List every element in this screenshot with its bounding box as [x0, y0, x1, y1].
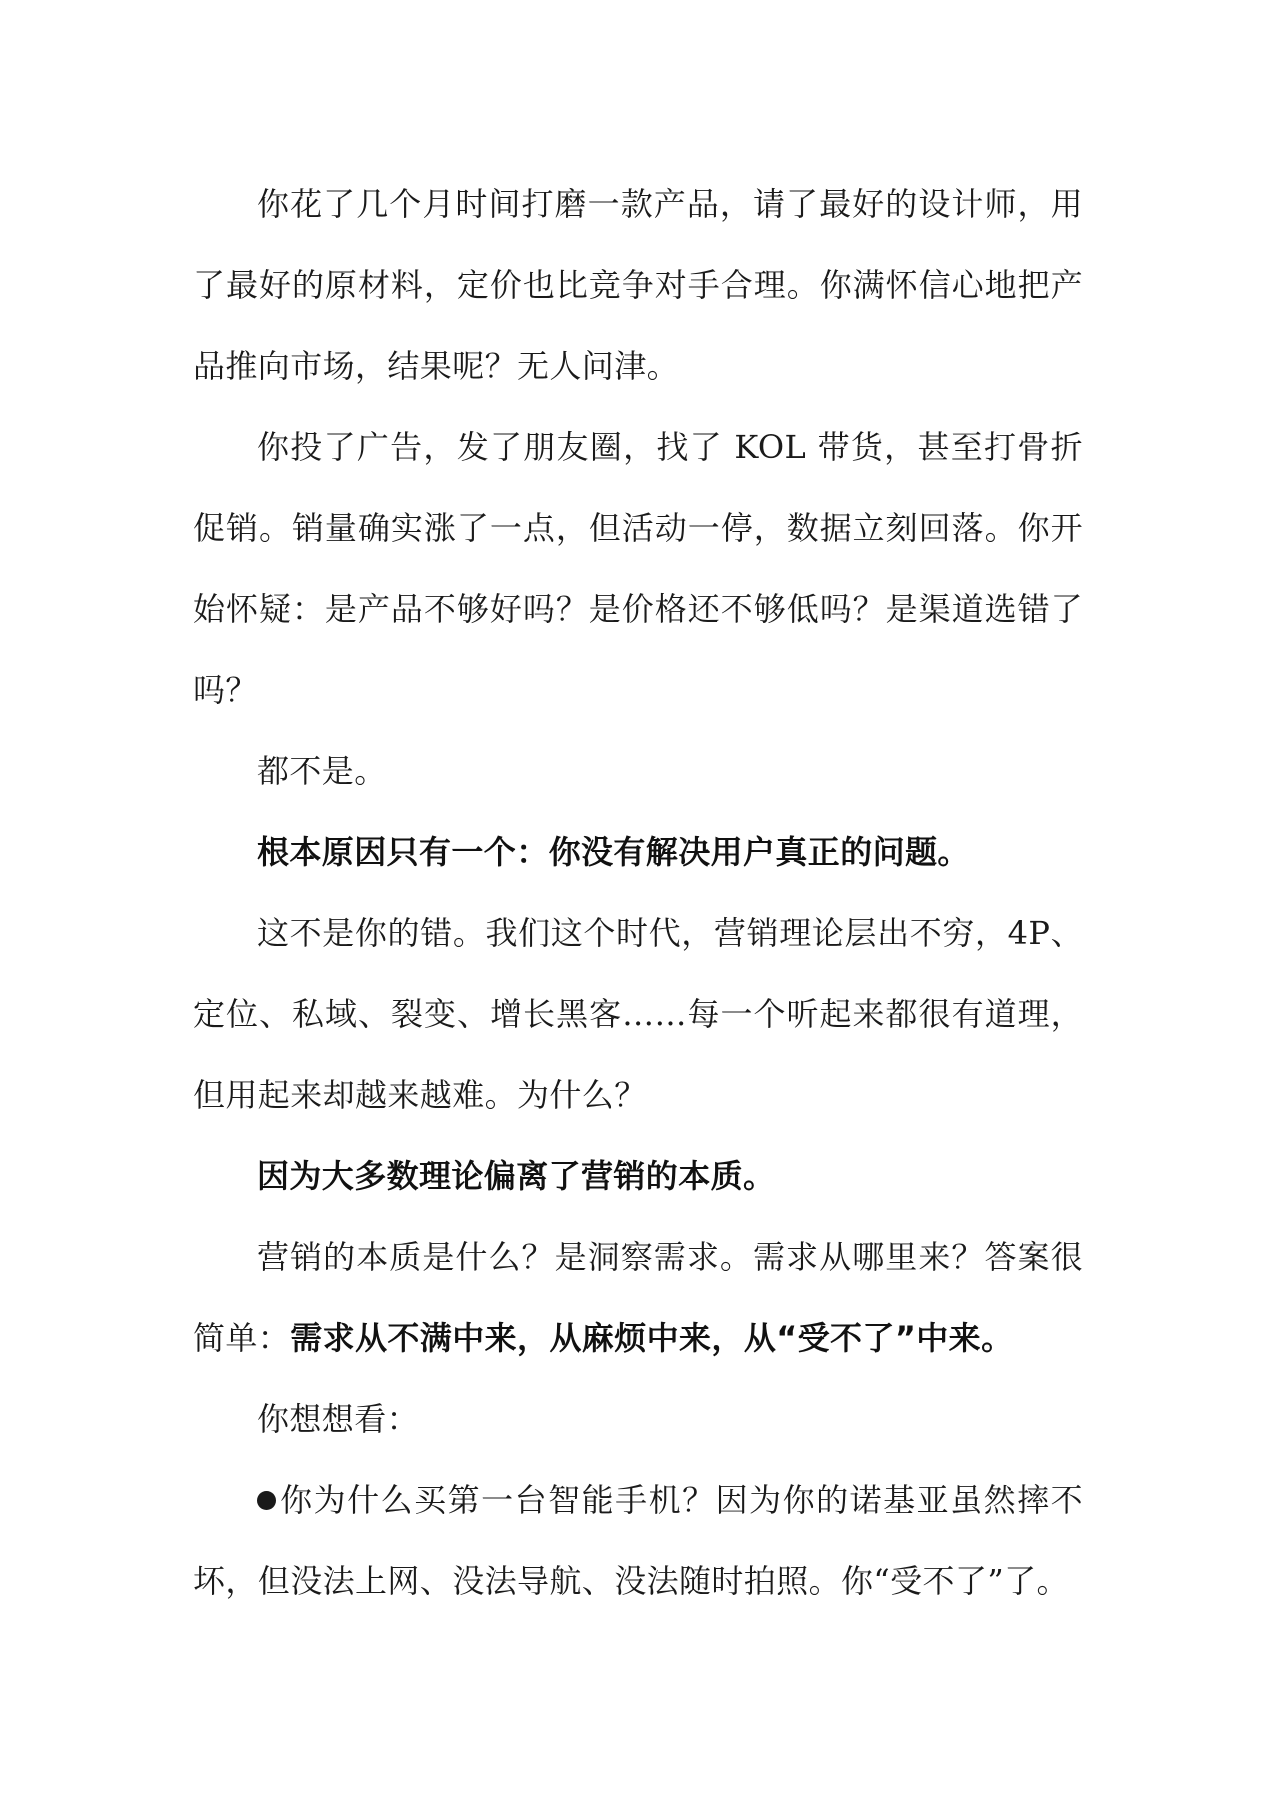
paragraph-3: 都不是。 — [257, 752, 387, 790]
paragraph-7-emphasis: 需求从不满中来，从麻烦中来，从“受不了”中来。 — [290, 1319, 1014, 1357]
paragraph-5: 这不是你的错。我们这个时代，营销理论层出不穷，4P、定位、私域、裂变、增长黑客……每一个听起来都很有道理，但用起来却越来越难。为什么？ — [193, 914, 1083, 1114]
bold-statement-marketing-essence: 因为大多数理论偏离了营销的本质。 — [257, 1157, 776, 1195]
paragraph-1: 你花了几个月时间打磨一款产品，请了最好的设计师，用了最好的原材料，定价也比竞争对手合理。你满怀信心地把产品推向市场，结果呢？无人问津。 — [193, 185, 1083, 385]
paragraph-2: 你投了广告，发了朋友圈，找了 KOL 带货，甚至打骨折促销。销量确实涨了一点，但活动一停，数据立刻回落。你开始怀疑：是产品不够好吗？是价格还不够低吗？是渠道选错了吗？ — [193, 428, 1083, 709]
paragraph-8: 你想想看： — [257, 1400, 420, 1438]
bold-statement-root-cause: 根本原因只有一个：你没有解决用户真正的问题。 — [257, 833, 970, 871]
paragraph-7-text: 营销的本质是什么？是洞察需求。需求从哪里来？答案很简单： — [193, 1238, 1083, 1357]
paragraph-7 — [193, 1217, 1083, 1379]
bullet-icon — [257, 1491, 276, 1510]
bullet-item-text: 你为什么买第一台智能手机？因为你的诺基亚虽然摔不坏，但没法上网、没法导航、没法随时拍照。你“受不了”了。 — [193, 1481, 1083, 1600]
bullet-item — [193, 1460, 1083, 1622]
document-body — [193, 164, 1083, 1622]
